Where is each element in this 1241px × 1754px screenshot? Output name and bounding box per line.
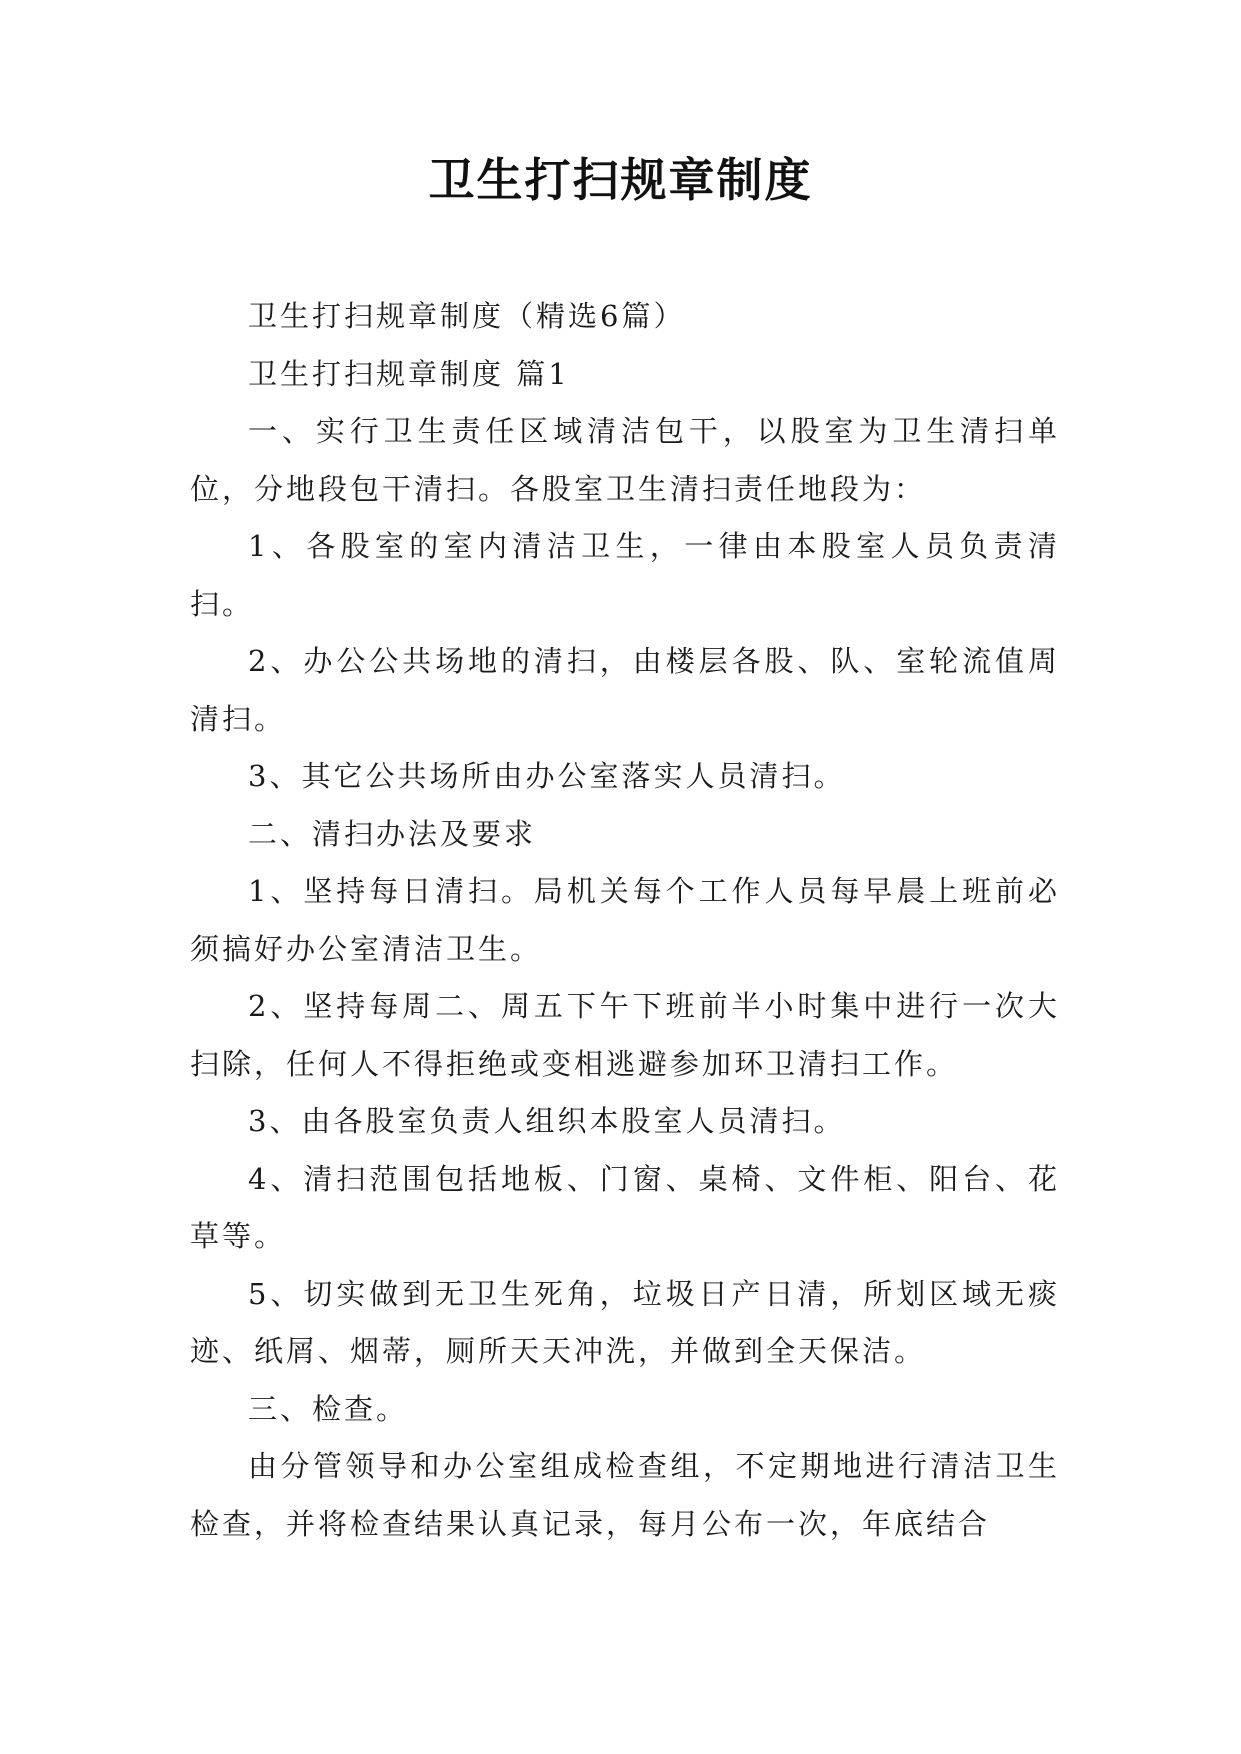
paragraph: 2、坚持每周二、周五下午下班前半小时集中进行一次大扫除，任何人不得拒绝或变相逃避参加环卫清扫工作。: [190, 989, 1060, 1081]
document-body: [190, 288, 1060, 1553]
paragraph-section-heading: 卫生打扫规章制度 篇1: [248, 356, 570, 391]
paragraph: 一、实行卫生责任区域清洁包干，以股室为卫生清扫单位，分地段包干清扫。各股室卫生清扫责任地段为：: [190, 414, 1060, 506]
document-title: 卫生打扫规章制度: [428, 153, 813, 207]
paragraph: 4、清扫范围包括地板、门窗、桌椅、文件柜、阳台、花草等。: [190, 1161, 1060, 1253]
paragraph-subtitle: 卫生打扫规章制度（精选6篇）: [248, 299, 686, 333]
paragraph: 3、其它公共场所由办公室落实人员清扫。: [248, 759, 846, 793]
paragraph: 2、办公公共场地的清扫，由楼层各股、队、室轮流值周清扫。: [190, 644, 1060, 736]
paragraph-heading: 二、清扫办法及要求: [248, 816, 537, 851]
paragraph-heading: 三、检查。: [248, 1391, 409, 1426]
paragraph: 3、由各股室负责人组织本股室人员清扫。: [248, 1104, 846, 1138]
paragraph: 由分管领导和办公室组成检查组，不定期地进行清洁卫生检查，并将检查结果认真记录，每月公布一次，年底结合: [190, 1449, 1060, 1541]
paragraph: 5、切实做到无卫生死角，垃圾日产日清，所划区域无痰迹、纸屑、烟蒂，厕所天天冲洗，并做到全天保洁。: [190, 1276, 1060, 1368]
paragraph: 1、坚持每日清扫。局机关每个工作人员每早晨上班前必须搞好办公室清洁卫生。: [190, 874, 1060, 966]
paragraph: 1、各股室的室内清洁卫生，一律由本股室人员负责清扫。: [190, 529, 1060, 621]
